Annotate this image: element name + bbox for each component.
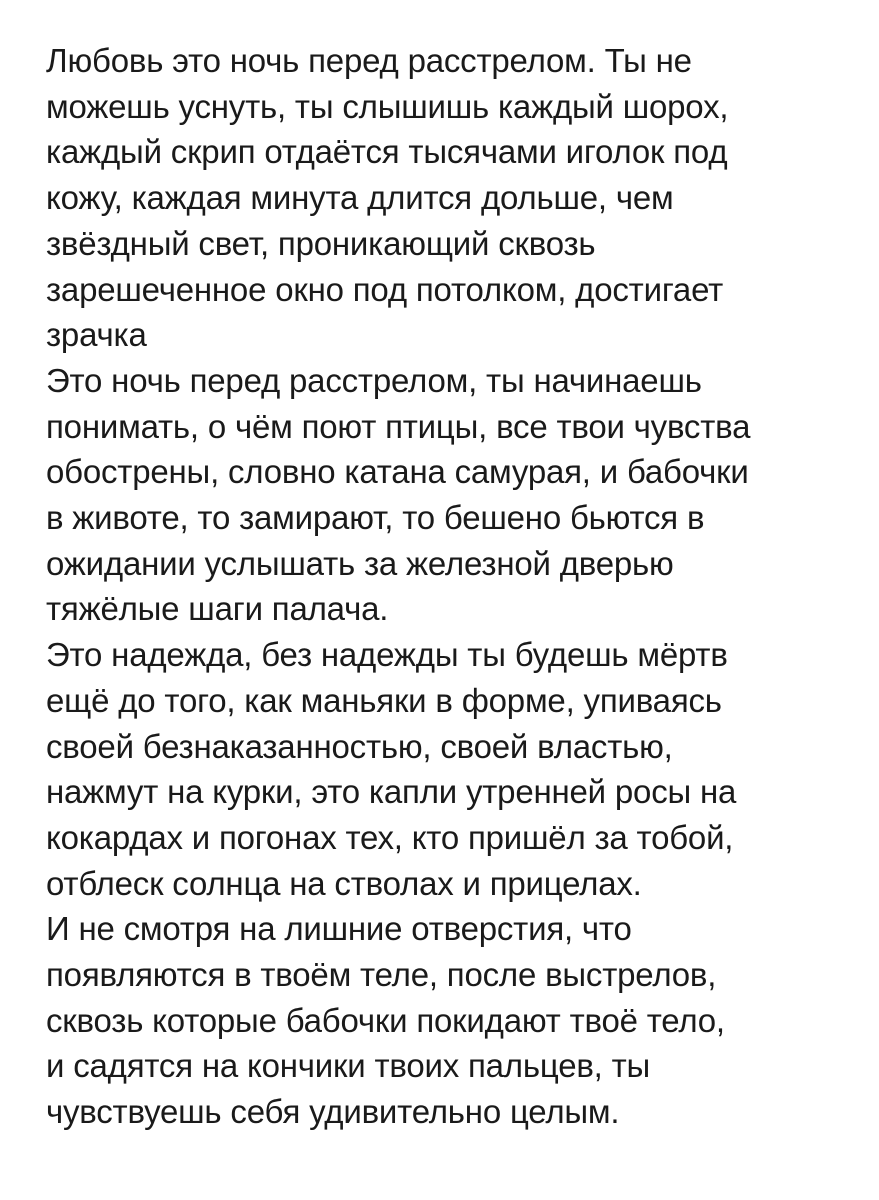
text-line: и садятся на кончики твоих пальцев, ты — [46, 1047, 651, 1085]
text-line: отблеск солнца на стволах и прицелах. — [46, 864, 642, 902]
text-line: своей безнаказанностью, своей властью, — [46, 727, 673, 765]
text-line: можешь уснуть, ты слышишь каждый шорох, — [46, 87, 729, 125]
text-line: Это ночь перед расстрелом, ты начинаешь — [46, 361, 702, 399]
text-line: нажмут на курки, это капли утренней росы на — [46, 773, 737, 811]
text-line: зрачка — [46, 316, 147, 354]
text-line: понимать, о чём поют птицы, все твои чувства — [46, 407, 751, 445]
document-text — [46, 38, 859, 1135]
text-line: обострены, словно катана самурая, и бабочки — [46, 453, 749, 491]
text-line: зарешеченное окно под потолком, достигает — [46, 270, 724, 308]
text-line: ещё до того, как маньяки в форме, упиваясь — [46, 681, 722, 719]
text-line: кожу, каждая минута длится дольше, чем — [46, 179, 674, 217]
text-line: чувствуешь себя удивительно целым. — [46, 1093, 620, 1131]
text-line: кокардах и погонах тех, кто пришёл за тобой, — [46, 818, 734, 856]
text-line: Любовь это ночь перед расстрелом. Ты не — [46, 42, 692, 79]
text-line: появляются в твоём теле, после выстрелов, — [46, 956, 717, 994]
text-line: ожидании услышать за железной дверью — [46, 544, 674, 582]
text-line: сквозь которые бабочки покидают твоё тело, — [46, 1001, 725, 1039]
text-line: Это надежда, без надежды ты будешь мёртв — [46, 636, 728, 674]
text-line: каждый скрип отдаётся тысячами иголок под — [46, 133, 728, 171]
text-line: И не смотря на лишние отверстия, что — [46, 910, 632, 948]
text-line: звёздный свет, проникающий сквозь — [46, 224, 596, 262]
text-line: тяжёлые шаги палача. — [46, 590, 389, 628]
text-line: в животе, то замирают, то бешено бьются в — [46, 499, 705, 537]
